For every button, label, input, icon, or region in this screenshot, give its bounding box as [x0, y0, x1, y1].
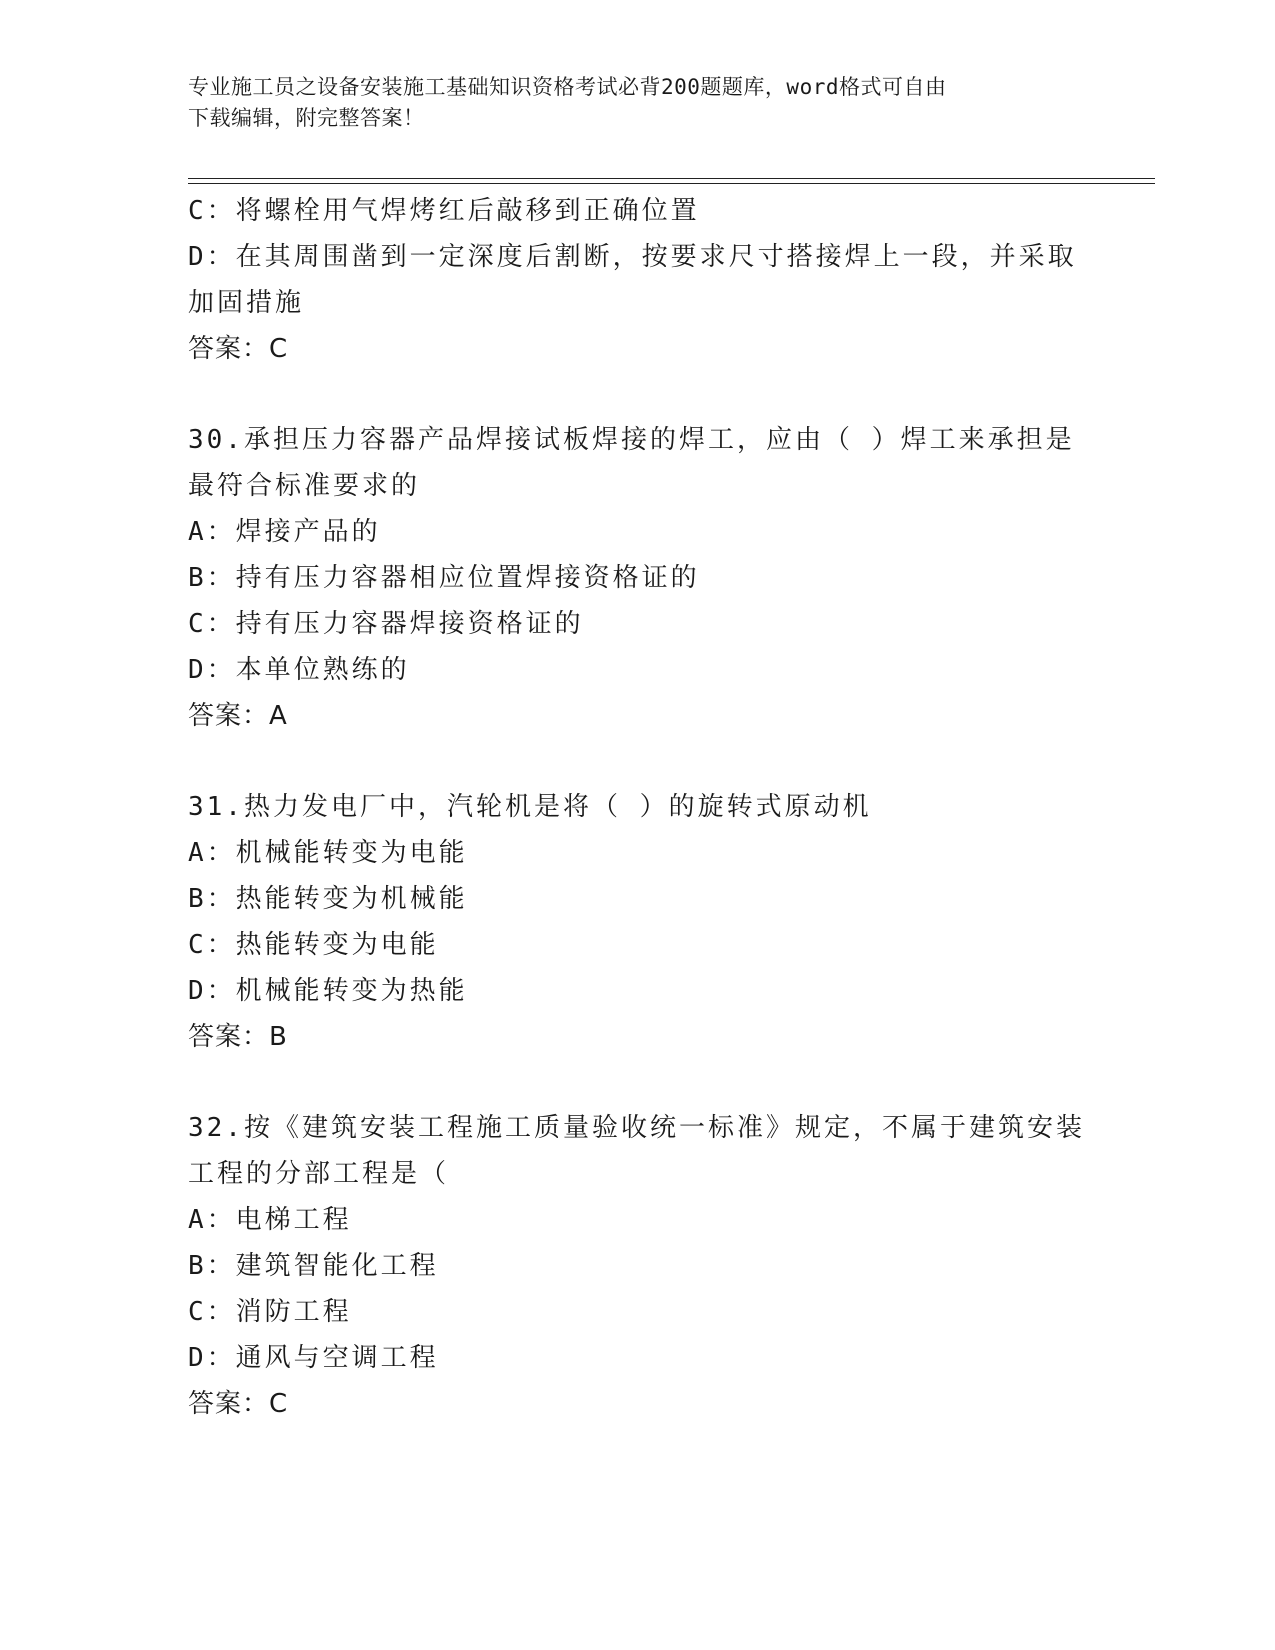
option-b: B：持有压力容器相应位置焊接资格证的 — [188, 563, 700, 593]
header-line-2: 下载编辑，附完整答案！ — [188, 106, 425, 130]
header-line-1: 专业施工员之设备安装施工基础知识资格考试必背200题题库，word格式可自由 — [188, 75, 947, 99]
question-text: 32.按《建筑安装工程施工质量验收统一标准》规定，不属于建筑安装 — [188, 1113, 1085, 1143]
option-d: D：机械能转变为热能 — [188, 976, 468, 1006]
header-divider-bottom — [188, 183, 1155, 184]
spacer — [188, 1060, 1088, 1105]
option-c: C：消防工程 — [188, 1297, 352, 1327]
option-a: A：电梯工程 — [188, 1205, 352, 1235]
header-divider-top — [188, 178, 1155, 179]
document-header — [188, 72, 1088, 134]
option-b: B：热能转变为机械能 — [188, 884, 468, 914]
question-30 — [188, 417, 1088, 739]
option-c: C：热能转变为电能 — [188, 930, 439, 960]
spacer — [188, 372, 1088, 417]
spacer — [188, 739, 1088, 784]
question-31 — [188, 784, 1088, 1060]
option-a: A：焊接产品的 — [188, 517, 381, 547]
option-b: B：建筑智能化工程 — [188, 1251, 439, 1281]
answer: 答案：C — [188, 334, 289, 364]
option-d-continued: 加固措施 — [188, 288, 305, 318]
question-32 — [188, 1105, 1088, 1427]
answer: 答案：B — [188, 1022, 288, 1052]
option-d: D：本单位熟练的 — [188, 655, 410, 685]
question-text: 30.承担压力容器产品焊接试板焊接的焊工，应由（ ）焊工来承担是 — [188, 425, 1075, 455]
option-d: D：通风与空调工程 — [188, 1343, 439, 1373]
question-list — [188, 188, 1088, 1427]
question-29-continued — [188, 188, 1088, 372]
answer: 答案：A — [188, 701, 288, 731]
option-a: A：机械能转变为电能 — [188, 838, 468, 868]
option-c: C：持有压力容器焊接资格证的 — [188, 609, 584, 639]
question-text-continued: 最符合标准要求的 — [188, 471, 421, 501]
question-text: 31.热力发电厂中，汽轮机是将（ ）的旋转式原动机 — [188, 792, 872, 822]
question-text-continued: 工程的分部工程是（ — [188, 1159, 450, 1189]
answer: 答案：C — [188, 1389, 289, 1419]
option-d: D：在其周围凿到一定深度后割断，按要求尺寸搭接焊上一段，并采取 — [188, 242, 1077, 272]
option-c: C：将螺栓用气焊烤红后敲移到正确位置 — [188, 196, 700, 226]
